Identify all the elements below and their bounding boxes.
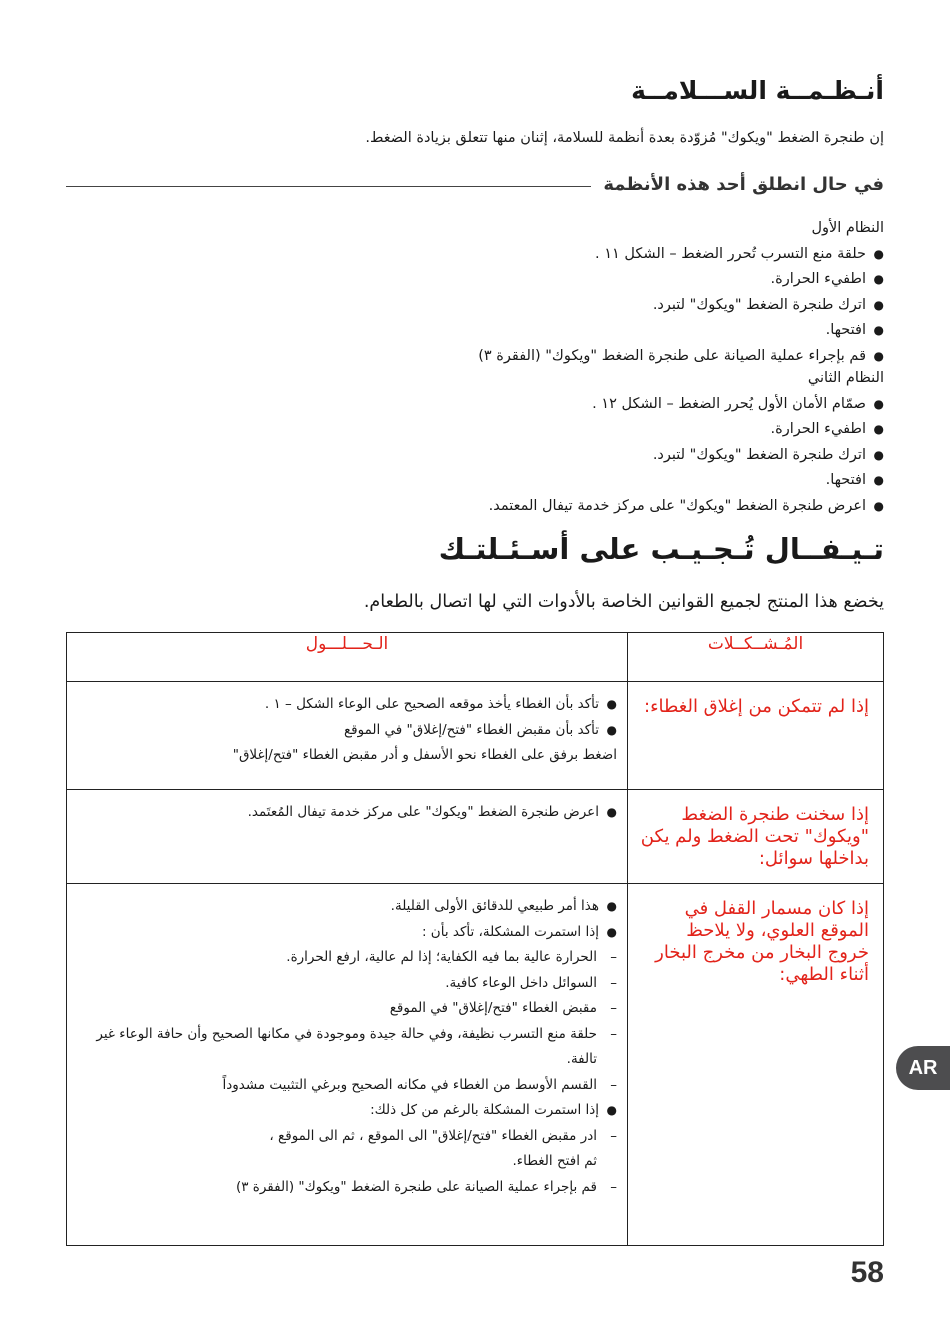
list-item: ● قم بإجراء عملية الصيانة على طنجرة الضغط "ويكوك" (الفقرة ٣) — [478, 344, 884, 370]
faq-title: تـيـفــال تُـجـيـب على أسـئـلتـك — [438, 532, 884, 566]
list-item: – مقبض الغطاء "فتح/إغلاق" في الموقع — [77, 996, 617, 1022]
list-item: – قم بإجراء عملية الصيانة على طنجرة الضغط "ويكوك" (الفقرة ٣) — [77, 1175, 617, 1201]
list-item: – ادر مقبض الغطاء "فتح/إغلاق" الى الموقع ، ثم الى الموقع ، — [77, 1124, 617, 1150]
list-item: – القسم الأوسط من الغطاء في مكانه الصحيح وبرغي التثبيت مشدوداً — [77, 1073, 617, 1099]
troubleshooting-table — [66, 632, 884, 1246]
list-item: ● حلقة منع التسرب تُحرر الضغط – الشكل ١١ . — [478, 242, 884, 268]
list-item: ● افتحها. — [478, 318, 884, 344]
subtitle-row — [66, 174, 884, 195]
language-tab: AR — [896, 1046, 950, 1090]
list-item: ● اعرض طنجرة الضغط "ويكوك" على مركز خدمة تيفال المعتمد. — [489, 494, 884, 520]
safety-systems-title: أنـظـمــة الســـلامــة — [631, 76, 884, 105]
table-row — [67, 682, 884, 790]
problem-cell: إذا كان مسمار القفل في الموقع العلوي، ولا يلاحظ خروج البخار من مخرج البخار أثناء الطهي: — [628, 884, 884, 1246]
list-item: – حلقة منع التسرب نظيفة، وفي حالة جيدة وموجودة في مكانها الصحيح وأن حافة الوعاء غير تالفة. — [77, 1022, 617, 1073]
solution-cell — [67, 884, 628, 1246]
list-item: ● هذا أمر طبيعي للدقائق الأولى القليلة. — [77, 894, 617, 920]
system-two-list — [489, 392, 884, 520]
system-one-list — [478, 242, 884, 370]
system-one — [478, 216, 884, 369]
table-row — [67, 790, 884, 884]
problem-cell: إذا لم تتمكن من إغلاق الغطاء: — [628, 682, 884, 790]
list-item: ● تأكد بأن الغطاء يأخذ موقعه الصحيح على الوعاء الشكل – ١ . — [77, 692, 617, 718]
solution-cell — [67, 790, 628, 884]
safety-subtitle: في حال انطلق أحد هذه الأنظمة — [603, 174, 884, 195]
system-two-label: النظام الثاني — [807, 370, 884, 386]
solutions-header: الـحـــلـــول — [67, 633, 628, 682]
solution-cell — [67, 682, 628, 790]
food-contact-statement: يخضع هذا المنتج لجميع القوانين الخاصة بالأدوات التي لها اتصال بالطعام. — [363, 592, 884, 612]
problem-cell: إذا سخنت طنجرة الضغط "ويكوك" تحت الضغط ولم يكن بداخلها سوائل: — [628, 790, 884, 884]
problems-header: المُـشــكــلات — [628, 633, 884, 682]
list-item: ● اترك طنجرة الضغط "ويكوك" لتبرد. — [489, 443, 884, 469]
page-number: 58 — [850, 1256, 884, 1289]
list-item: – السوائل داخل الوعاء كافية. — [77, 971, 617, 997]
list-item: ● اطفيء الحرارة. — [489, 417, 884, 443]
list-item: – الحرارة عالية بما فيه الكفاية؛ إذا لم عالية، ارفع الحرارة. — [77, 945, 617, 971]
system-two — [489, 366, 884, 519]
subtitle-rule — [66, 186, 591, 187]
list-item: ● اطفيء الحرارة. — [478, 267, 884, 293]
list-item: اضغط برفق على الغطاء نحو الأسفل و أدر مقبض الغطاء "فتح/إغلاق" — [232, 747, 617, 763]
list-item: ● افتحها. — [489, 468, 884, 494]
system-one-label: النظام الأول — [811, 220, 884, 236]
list-item: ● اترك طنجرة الضغط "ويكوك" لتبرد. — [478, 293, 884, 319]
safety-intro: إن طنجرة الضغط "ويكوك" مُزوّدة بعدة أنظمة للسلامة، إثنان منها تتعلق بزيادة الضغط. — [365, 130, 884, 146]
list-item: ● إذا استمرت المشكلة، تأكد بأن : — [77, 920, 617, 946]
list-item: ● صمّام الأمان الأول يُحرر الضغط – الشكل ١٢ . — [489, 392, 884, 418]
table-header-row — [67, 633, 884, 682]
table-row — [67, 884, 884, 1246]
list-item: ● تأكد بأن مقبض الغطاء "فتح/إغلاق" في الموقع — [77, 718, 617, 744]
list-item: ● اعرض طنجرة الضغط "ويكوك" على مركز خدمة تيفال المُعتَمد. — [77, 800, 617, 826]
list-item: ● إذا استمرت المشكلة بالرغم من كل ذلك: — [77, 1098, 617, 1124]
list-item: ثم افتح الغطاء. — [512, 1153, 597, 1169]
